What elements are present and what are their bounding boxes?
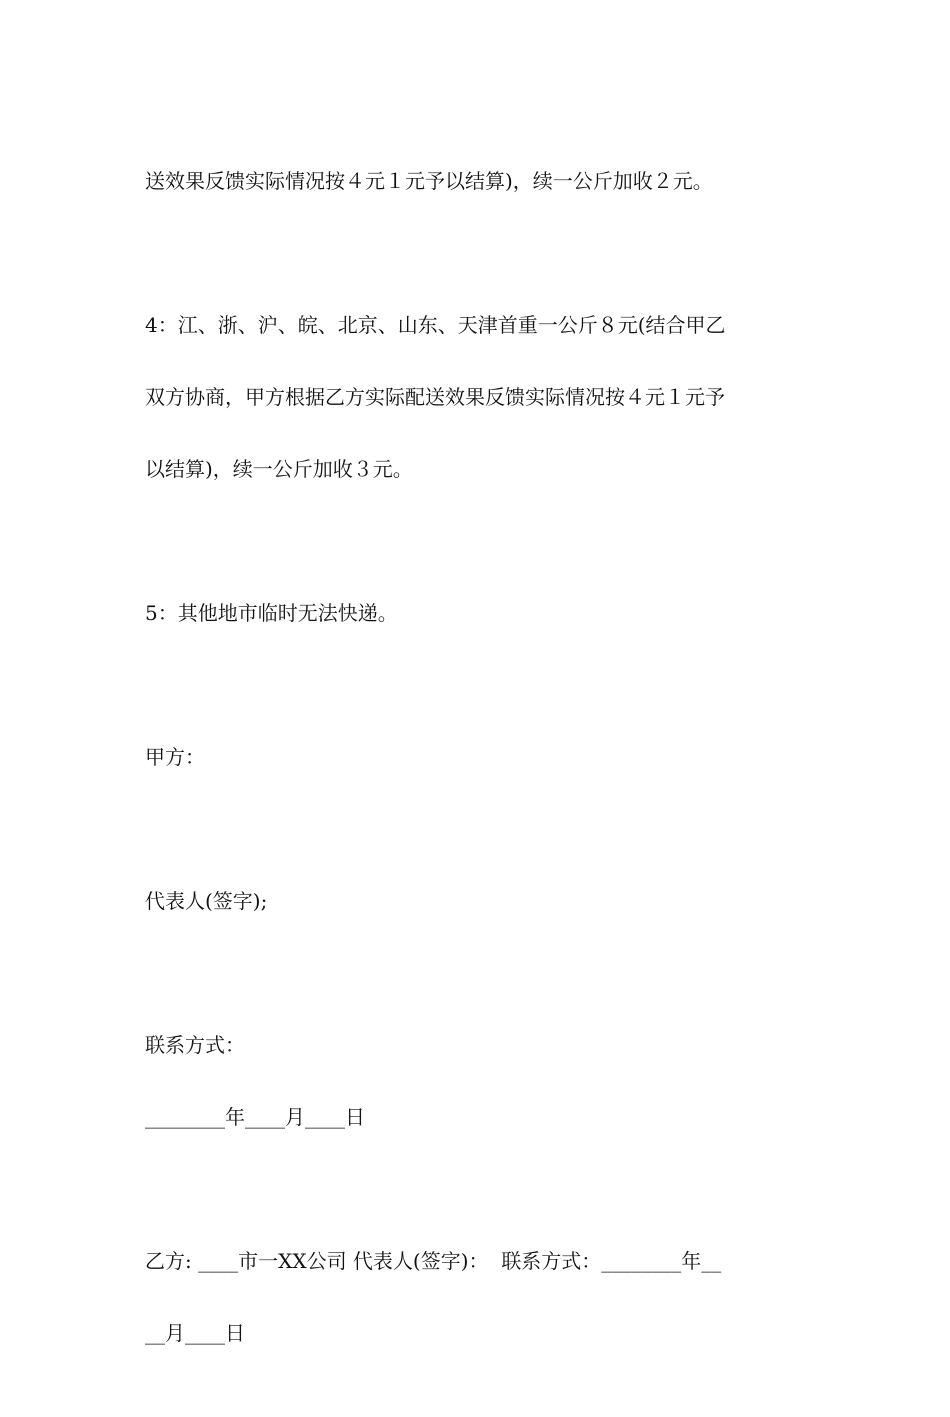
text-line: 甲方：: [145, 745, 205, 769]
document-body: [145, 121, 810, 1417]
text-line: 联系方式：: [145, 1033, 245, 1057]
text-line: 双方协商，甲方根据乙方实际配送效果反馈实际情况按４元１元予: [145, 385, 725, 409]
party-a-label: [145, 697, 810, 817]
text-line: 5：其他地市临时无法快递。: [145, 601, 398, 625]
text-line: 送效果反馈实际情况按４元１元予以结算)，续一公斤加收２元。: [145, 169, 713, 193]
party-b-signature-block: [145, 1201, 810, 1393]
paragraph-item-5: [145, 553, 810, 673]
date-blank-line: ________年____月____日: [145, 1105, 365, 1129]
party-a-contact-date: [145, 985, 810, 1177]
party-a-representative: [145, 841, 810, 961]
text-line: 乙方: ____市一XX公司 代表人(签字)： 联系方式：________年__: [145, 1249, 722, 1273]
text-line: 代表人(签字);: [145, 889, 268, 913]
paragraph-item-4: [145, 265, 810, 529]
text-line: 以结算)，续一公斤加收３元。: [145, 457, 413, 481]
text-line: 4：江、浙、沪、皖、北京、山东、天津首重一公斤８元(结合甲乙: [145, 313, 726, 337]
paragraph-settlement-continued: [145, 121, 810, 241]
date-blank-line: __月____日: [145, 1321, 245, 1345]
